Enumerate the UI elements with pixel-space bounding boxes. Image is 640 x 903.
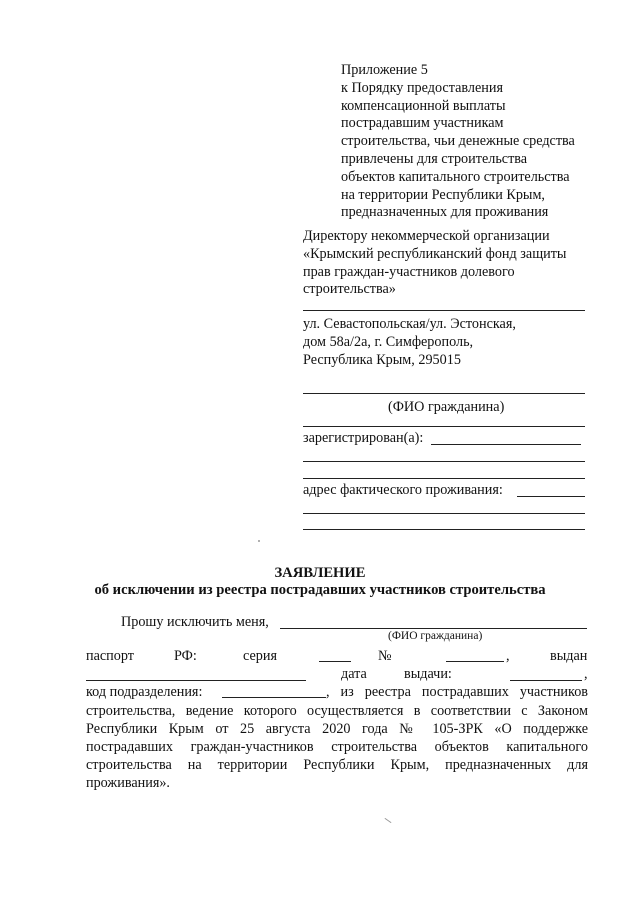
number-field[interactable] [446,661,504,662]
registered-address-field-2[interactable] [303,461,585,462]
issued-by-field[interactable] [86,680,306,681]
annex-line: привлечены для строительства [341,150,528,167]
annex-line: Приложение 5 [341,62,428,78]
annex-header [341,62,601,222]
applicant-fio-field[interactable] [303,393,585,394]
number-sign: № [378,648,392,664]
applicant-fio-field-2[interactable] [303,426,585,427]
annex-line: к Порядку предоставления [341,79,503,96]
actual-address-field[interactable] [517,496,585,497]
addressee-line: строительства» [303,281,396,298]
statement-paragraph-line: строительства, ведение которого осуществляется в соответствии с Законом [86,703,588,719]
from-registry-text: , из реестра пострадавших участников [326,684,588,700]
issued-label: выдан [550,648,588,664]
comma: , [506,648,510,664]
address-line: ул. Севастопольская/ул. Эстонская, [303,316,516,332]
comma: , [584,666,588,682]
series-field[interactable] [319,661,351,662]
actual-address-field-3[interactable] [303,529,585,530]
statement-paragraph-last-line: проживания». [86,775,170,791]
statement-title: ЗАЯВЛЕНИЕ [274,565,366,581]
annex-line: пострадавшим участникам [341,115,504,132]
issue-date-label: дата [341,666,367,682]
addressee-line: прав граждан-участников долевого [303,263,515,280]
request-prefix: Прошу исключить меня, [121,614,269,630]
annex-line: компенсационной выплаты [341,97,506,114]
annex-line: предназначенных для проживания [341,204,549,221]
scan-speck [384,818,391,823]
annex-line: объектов капитального строительства [341,168,570,185]
applicant-fio-caption: (ФИО гражданина) [388,399,505,415]
scan-speck [258,540,260,542]
statement-subtitle: об исключении из реестра пострадавших участников строительства [94,582,546,598]
address-line: дом 58а/2а, г. Симферополь, [303,334,474,350]
request-fio-caption: (ФИО гражданина) [388,630,483,642]
statement-paragraph-line: Республики Крым от 25 августа 2020 года № 105-ЗРК «О поддержке [86,721,588,737]
addressee-block [303,228,593,299]
issue-date-field[interactable] [510,680,582,681]
statement-paragraph-line: пострадавших граждан-участников строительства объектов капитального [86,739,588,755]
passport-label: паспорт [86,648,134,664]
statement-paragraph-line: строительства на территории Республики Крым, предназначенных для [86,757,588,773]
request-fio-field[interactable] [280,628,587,629]
annex-line: строительства, чьи денежные средства [341,133,575,150]
rf-label: РФ: [174,648,197,664]
actual-address-label: адрес фактического проживания: [303,482,503,498]
addressee-line: Директору некоммерческой организации [303,228,550,244]
director-name-field[interactable] [303,310,585,311]
registered-address-field-3[interactable] [303,478,585,479]
registered-address-field[interactable] [431,444,581,445]
address-line: Республика Крым, 295015 [303,352,461,368]
series-label: серия [243,648,277,664]
actual-address-field-2[interactable] [303,513,585,514]
registered-label: зарегистрирован(а): [303,430,424,446]
issue-date-label-2: выдачи: [404,666,452,682]
dept-code-field[interactable] [222,697,326,698]
dept-code-label: код подразделения: [86,684,203,700]
organization-address [303,315,593,369]
addressee-line: «Крымский республиканский фонд защиты [303,245,567,262]
annex-line: на территории Республики Крым, [341,186,545,203]
